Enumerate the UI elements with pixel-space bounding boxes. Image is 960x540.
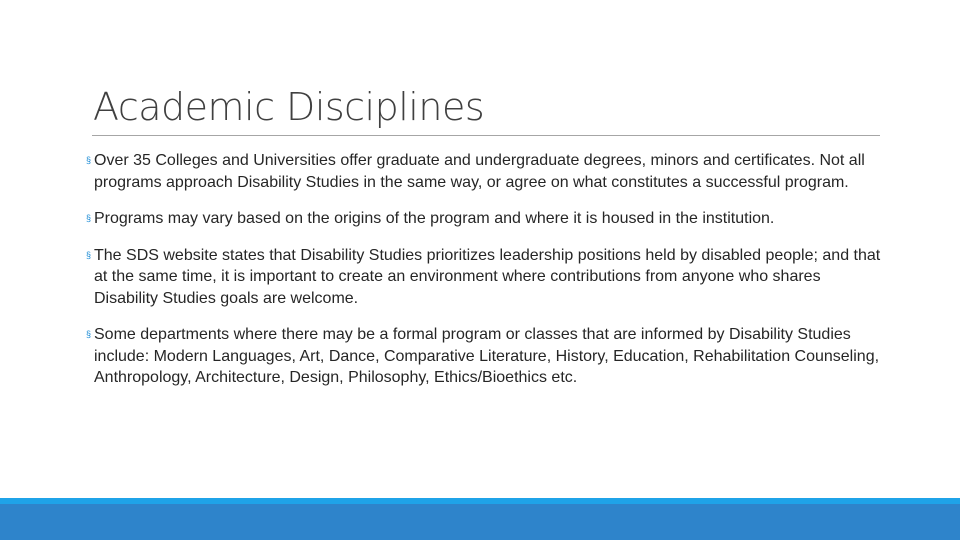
slide-title: Academic Disciplines — [93, 85, 485, 129]
bullet-text: Some departments where there may be a formal program or classes that are informed by Disability Studies include: Modern Languages, Art, Dance, Comparative Literature, History, Education, Rehabilitation Counseling, Anthropology, Architecture, Design, Philosophy, Ethics/Bioethics etc. — [94, 326, 880, 386]
bullet-icon: § — [86, 155, 92, 165]
footer-bar — [0, 498, 960, 540]
bullet-text: Programs may vary based on the origins of the program and where it is housed in the institution. — [94, 210, 775, 227]
bullet-text: The SDS website states that Disability Studies prioritizes leadership positions held by disabled people; and that at the same time, it is important to create an environment where contributions from anyone who shares Disability Studies goals are welcome. — [94, 246, 881, 307]
bullet-list — [86, 150, 886, 404]
bullet-item — [86, 208, 886, 230]
title-divider — [92, 135, 880, 136]
bullet-item — [86, 324, 886, 389]
bullet-icon: § — [86, 213, 92, 223]
bullet-icon: § — [86, 249, 92, 260]
bullet-item — [86, 150, 886, 193]
footer-accent-stripe — [0, 498, 960, 504]
bullet-icon: § — [86, 329, 92, 339]
bullet-item — [86, 245, 886, 310]
bullet-text: Over 35 Colleges and Universities offer graduate and undergraduate degrees, minors and certificates. Not all programs approach Disability Studies in the same way, or agree on what constitutes a successful program. — [94, 152, 865, 191]
